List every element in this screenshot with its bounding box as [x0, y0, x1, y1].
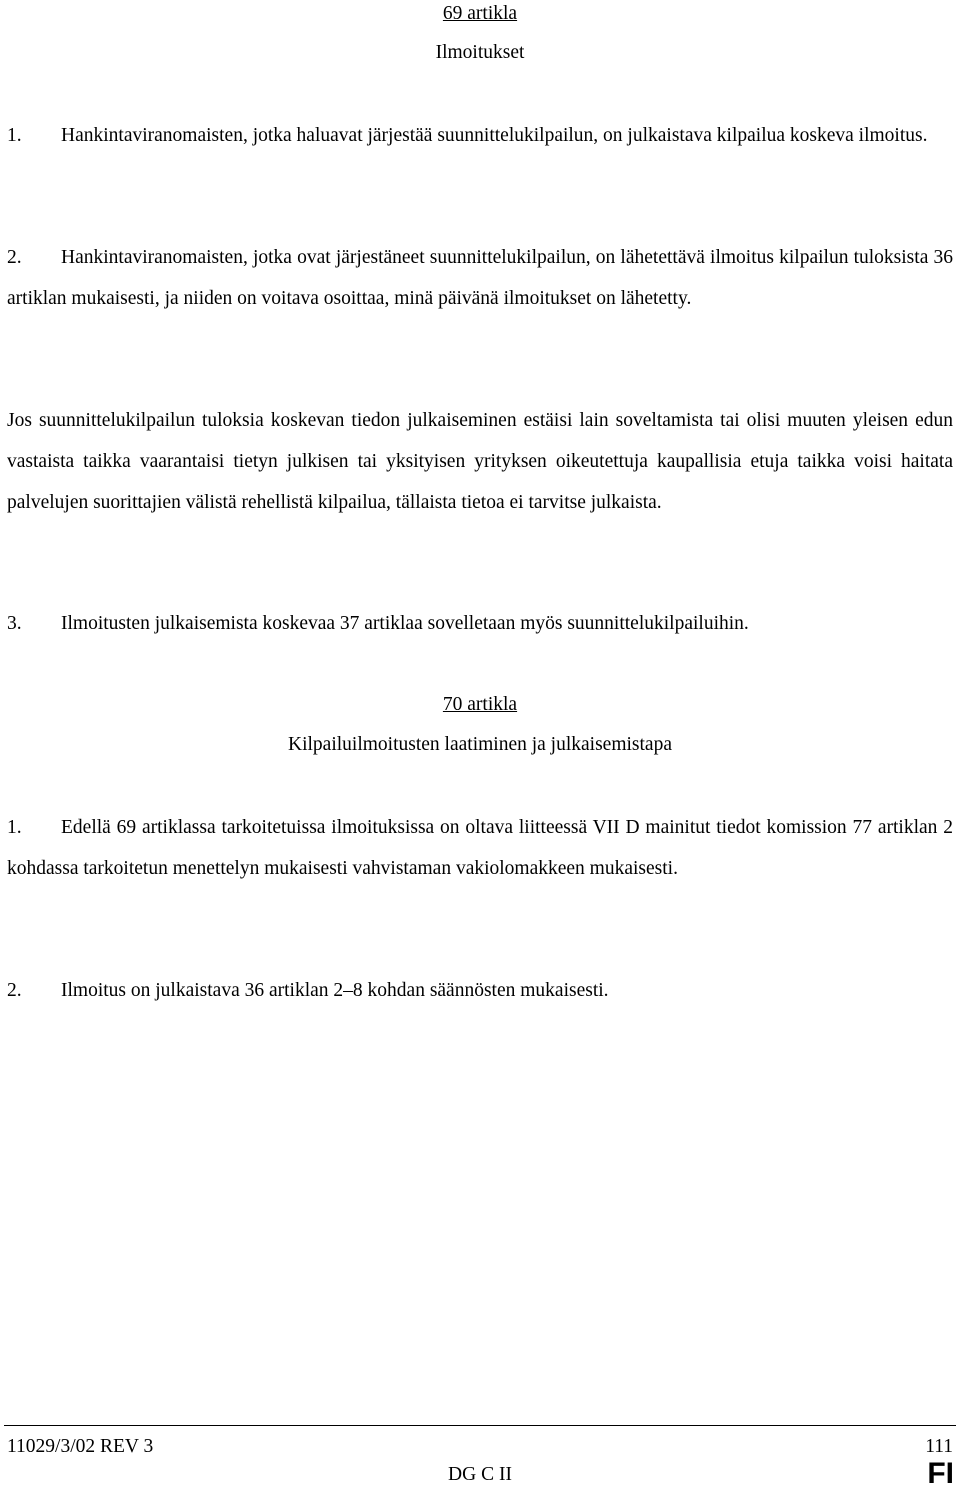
paragraph-text: Ilmoitus on julkaistava 36 artiklan 2–8 kohdan säännösten mukaisesti. [61, 980, 609, 1001]
footer-language-code: FI [927, 1457, 954, 1490]
article-70-number: 70 artikla [442, 694, 518, 715]
footer-divider [4, 1425, 956, 1426]
article-70-paragraph-2 [7, 970, 953, 1011]
paragraph-text: Edellä 69 artiklassa tarkoitetuissa ilmoituksissa on oltava liitteessä VII D mainitut tiedot komission 77 artiklan 2 kohdassa tarkoitetun menettelyn mukaisesti vahvistaman vakiolomakkeen mukaisesti. [7, 817, 953, 879]
footer-department: DG C II [448, 1464, 512, 1485]
footer-page-number: 111 [925, 1436, 953, 1457]
paragraph-number: 3. [7, 613, 22, 634]
article-69-paragraph-2 [7, 237, 953, 319]
article-70-title: Kilpailuilmoitusten laatiminen ja julkaisemistapa [288, 734, 672, 755]
paragraph-number: 2. [7, 980, 22, 1001]
footer-document-reference: 11029/3/02 REV 3 [7, 1436, 154, 1457]
article-69-number: 69 artikla [442, 3, 518, 24]
paragraph-text: Ilmoitusten julkaisemista koskevaa 37 artiklaa sovelletaan myös suunnittelukilpailuihin. [61, 613, 749, 634]
paragraph-number: 2. [7, 247, 22, 268]
paragraph-number: 1. [7, 125, 22, 146]
article-69-paragraph-2-subparagraph: Jos suunnittelukilpailun tuloksia koskevan tiedon julkaiseminen estäisi lain soveltamista tai olisi muuten yleisen edun vastaista taikka vaarantaisi tietyn julkisen tai yksityisen yrityksen oikeutettuja kaupallisia etuja taikka voisi haitata palvelujen suorittajien välistä rehellistä kilpailua, tällaista tietoa ei tarvitse julkaista. [7, 410, 953, 513]
article-69-paragraph-3 [7, 603, 953, 644]
paragraph-number: 1. [7, 817, 22, 838]
paragraph-text: Hankintaviranomaisten, jotka ovat järjestäneet suunnittelukilpailun, on lähetettävä ilmoitus kilpailun tuloksista 36 artiklan mukaisesti, ja niiden on voitava osoittaa, minä päivänä ilmoitukset on lähetetty. [7, 247, 953, 309]
article-69-title: Ilmoitukset [435, 42, 525, 63]
article-70-paragraph-1 [7, 807, 953, 889]
paragraph-text: Hankintaviranomaisten, jotka haluavat järjestää suunnittelukilpailun, on julkaistava kilpailua koskeva ilmoitus. [61, 125, 928, 146]
article-69-paragraph-1 [7, 115, 953, 156]
